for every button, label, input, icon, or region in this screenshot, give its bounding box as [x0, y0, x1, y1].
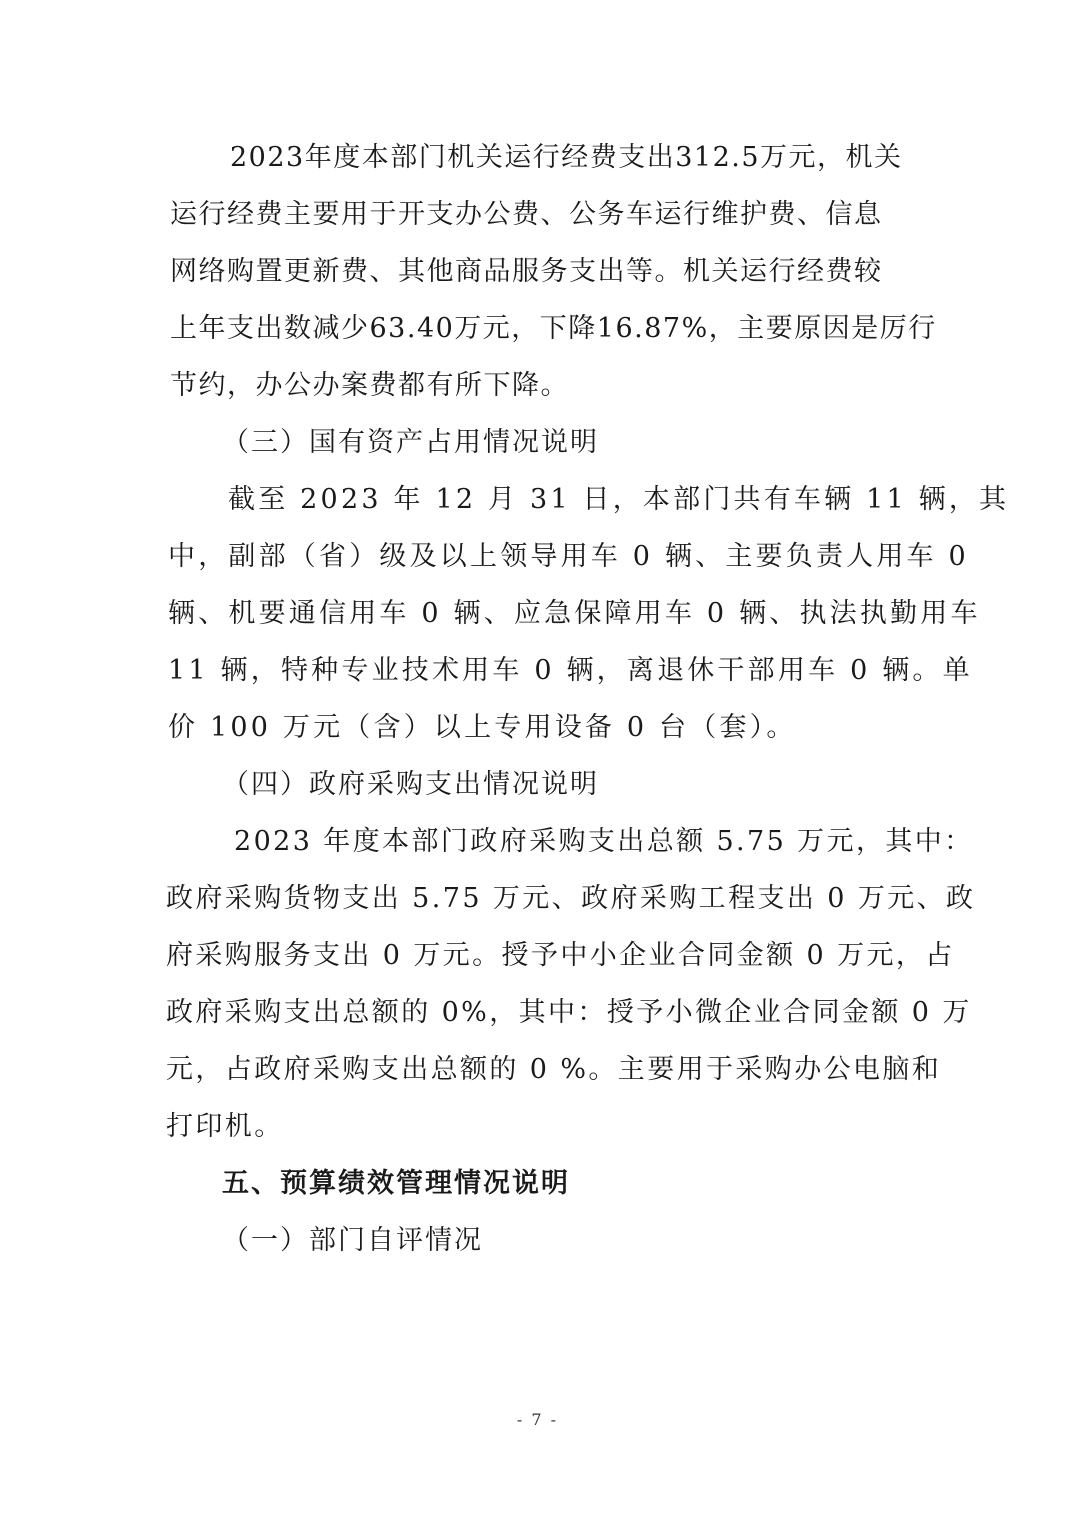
- page-number: - 7 -: [516, 1410, 559, 1429]
- paragraph-line: 政府采购支出总额的 0%，其中：授予小微企业合同金额 0 万: [166, 997, 972, 1028]
- paragraph-line: 府采购服务支出 0 万元。授予中小企业合同金额 0 万元，占: [166, 940, 955, 971]
- paragraph-line: 中，副部（省）级及以上领导用车 0 辆、主要负责人用车 0: [168, 541, 969, 572]
- heading-state-assets: （三）国有资产占用情况说明: [222, 427, 599, 458]
- section-budget-performance: 五、预算绩效管理情况说明: [222, 1168, 570, 1199]
- paragraph-line: 11 辆，特种专业技术用车 0 辆，离退休干部用车 0 辆。单: [168, 655, 973, 686]
- paragraph-line: 价 100 万元（含）以上专用设备 0 台（套）。: [168, 712, 797, 743]
- paragraph-line: 政府采购货物支出 5.75 万元、政府采购工程支出 0 万元、政: [166, 883, 976, 914]
- paragraph-line: 节约，办公办案费都有所下降。: [170, 370, 569, 401]
- paragraph-line: 上年支出数减少63.40万元，下降16.87%，主要原因是厉行: [170, 313, 937, 344]
- heading-self-evaluation: （一）部门自评情况: [222, 1225, 483, 1256]
- paragraph-line: 2023年度本部门机关运行经费支出312.5万元，机关: [230, 142, 903, 173]
- paragraph-line: 打印机。: [166, 1111, 284, 1142]
- paragraph-line: 截至 2023 年 12 月 31 日，本部门共有车辆 11 辆，其: [228, 484, 1010, 515]
- paragraph-line: 辆、机要通信用车 0 辆、应急保障用车 0 辆、执法执勤用车: [168, 598, 981, 629]
- paragraph-line: 网络购置更新费、其他商品服务支出等。机关运行经费较: [170, 256, 883, 287]
- paragraph-line: 2023 年度本部门政府采购支出总额 5.75 万元，其中：: [234, 826, 974, 857]
- paragraph-line: 运行经费主要用于开支办公费、公务车运行维护费、信息: [170, 199, 883, 230]
- heading-government-procurement: （四）政府采购支出情况说明: [222, 769, 599, 800]
- paragraph-line: 元，占政府采购支出总额的 0 %。主要用于采购办公电脑和: [166, 1054, 942, 1085]
